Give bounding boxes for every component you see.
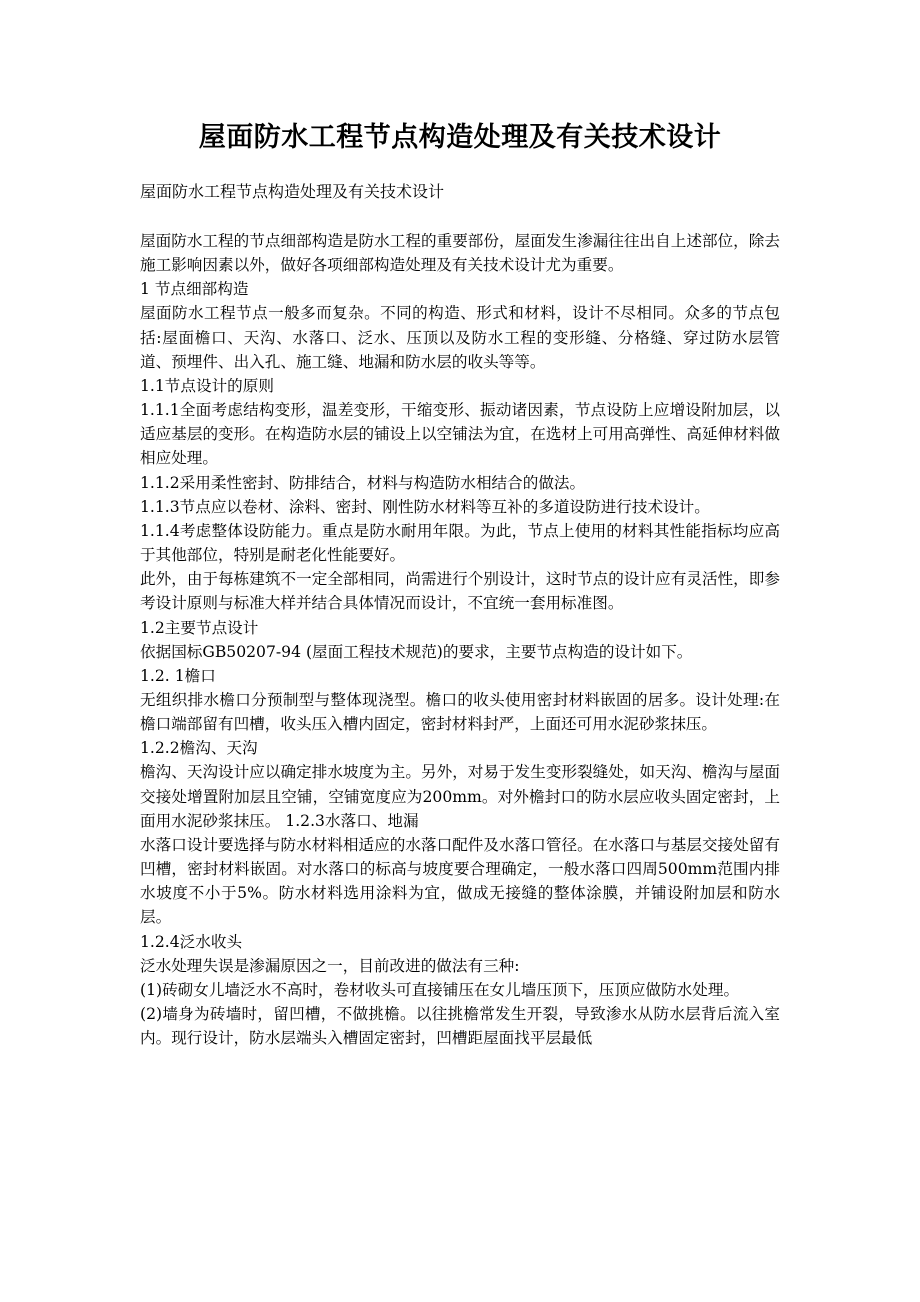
paragraph: 1.1.3节点应以卷材、涂料、密封、刚性防水材料等互补的多道设防进行技术设计。	[140, 497, 710, 516]
paragraph: 泛水处理失误是渗漏原因之一，目前改进的做法有三种:	[140, 956, 520, 975]
paragraph: 屋面防水工程节点一般多而复杂。不同的构造、形式和材料，设计不尽相同。众多的节点包括:屋面檐口、天沟、水落口、泛水、压顶以及防水工程的变形缝、分格缝、穿过防水层管道、预埋件、出入孔、施工缝、地漏和防水层的收头等等。	[140, 304, 780, 371]
paragraph: 屋面防水工程的节点细部构造是防水工程的重要部份，屋面发生渗漏往往出自上述部位，除去施工影响因素以外，做好各项细部构造处理及有关技术设计尤为重要。	[140, 232, 780, 275]
paragraph: 无组织排水檐口分预制型与整体现浇型。檐口的收头使用密封材料嵌固的居多。设计处理:在檐口端部留有凹槽，收头压入槽内固定，密封材料封严，上面还可用水泥砂浆抹压。	[140, 690, 780, 734]
section-heading: 1.2主要节点设计	[140, 618, 259, 637]
paragraph: 1.1.2采用柔性密封、防排结合，材料与构造防水相结合的做法。	[140, 473, 586, 492]
paragraph: 檐沟、天沟设计应以确定排水坡度为主。另外，对易于发生变形裂缝处，如天沟、檐沟与屋面交接处增置附加层且空铺，空铺宽度应为200mm。对外檐封口的防水层应收头固定密封，上面用水泥砂浆抹压。 1.2.3水落口、地漏	[140, 763, 780, 830]
section-heading: 1.2.4泛水收头	[140, 932, 243, 951]
paragraph: 1.1.1全面考虑结构变形，温差变形，干缩变形、振动诸因素，节点设防上应增设附加层，以适应基层的变形。在构造防水层的铺设上以空铺法为宜，在选材上可用高弹性、高延伸材料做相应处理。	[140, 401, 780, 468]
paragraph: 1.1.4考虑整体设防能力。重点是防水耐用年限。为此，节点上使用的材料其性能指标均应高于其他部位，特别是耐老化性能要好。	[140, 521, 780, 565]
paragraph: 水落口设计要选择与防水材料相适应的水落口配件及水落口管径。在水落口与基层交接处留有凹槽，密封材料嵌固。对水落口的标高与坡度要合理确定，一般水落口四周500mm范围内排水坡度不小于5%。防水材料选用涂料为宜，做成无接缝的整体涂膜，并铺设附加层和防水层。	[140, 835, 780, 927]
paragraph: 依据国标GB50207-94 (屋面工程技术规范)的要求，主要节点构造的设计如下。	[140, 642, 693, 661]
section-heading: 1.1节点设计的原则	[140, 376, 274, 395]
document-subtitle: 屋面防水工程节点构造处理及有关技术设计	[140, 182, 445, 201]
section-heading: 1.2.2檐沟、天沟	[140, 739, 258, 758]
list-item: (1)砖砌女儿墙泛水不高时，卷材收头可直接铺压在女儿墙压顶下，压顶应做防水处理。	[140, 980, 740, 999]
section-heading: 1 节点细部构造	[140, 280, 249, 299]
document-title: 屋面防水工程节点构造处理及有关技术设计	[198, 122, 722, 153]
section-heading: 1.2. 1檐口	[140, 666, 216, 685]
list-item: (2)墙身为砖墙时，留凹槽，不做挑檐。以往挑檐常发生开裂，导致渗水从防水层背后流入室内。现行设计，防水层端头入槽固定密封，凹槽距屋面找平层最低	[140, 1005, 780, 1048]
paragraph: 此外，由于每栋建筑不一定全部相同，尚需进行个别设计，这时节点的设计应有灵活性，即参考设计原则与标准大样并结合具体情况而设计，不宜统一套用标准图。	[140, 570, 780, 613]
document-body	[140, 229, 780, 1050]
